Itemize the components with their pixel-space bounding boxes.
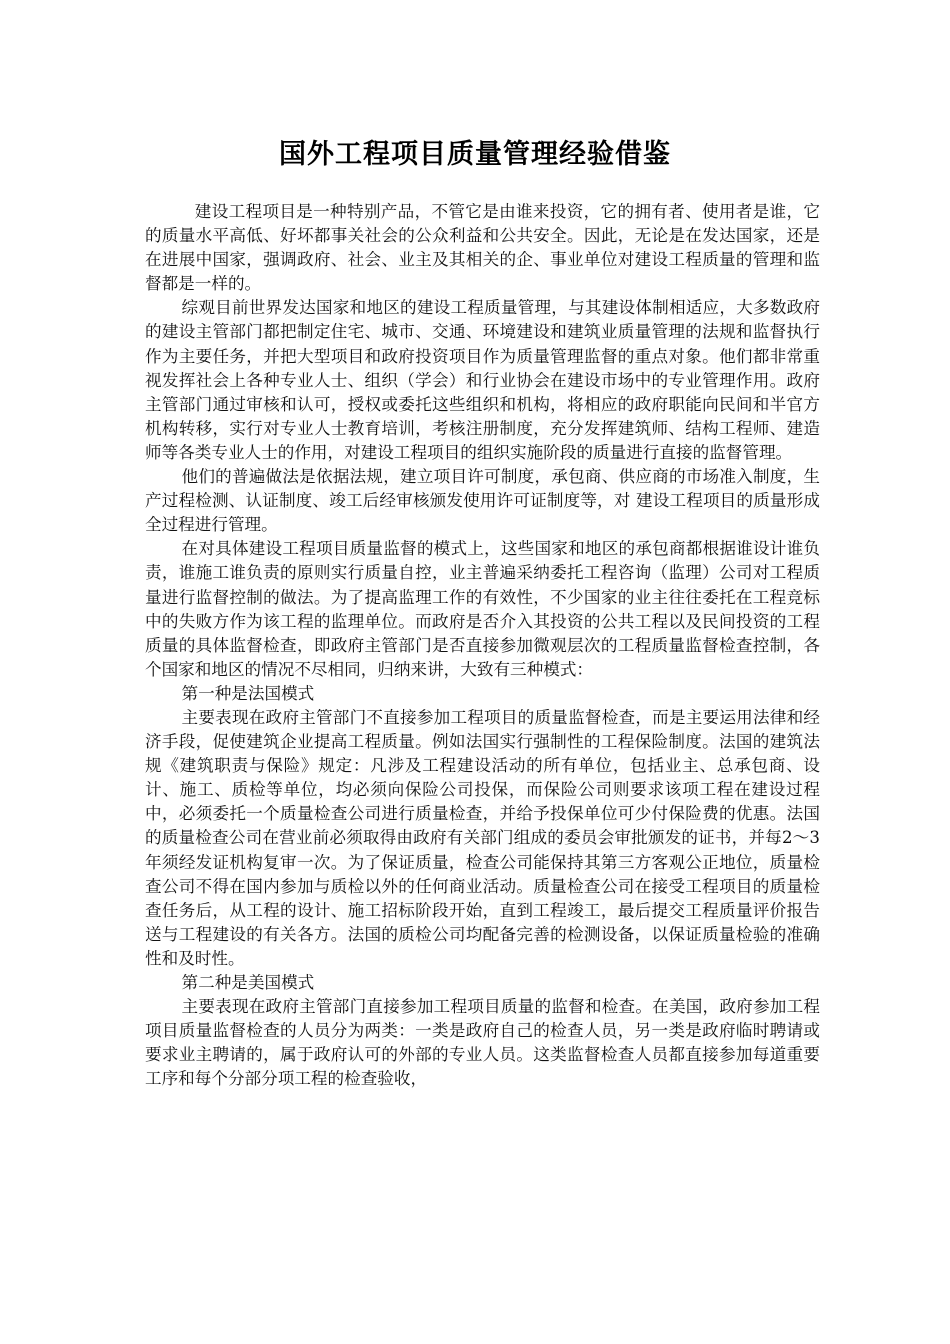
paragraph-intro: 建设工程项目是一种特别产品，不管它是由谁来投资，它的拥有者、使用者是谁，它的质量水平高低、好坏都事关社会的公众利益和公共安全。因此，无论是在发达国家，还是在进展中国家，强调政府、社会、业主及其相关的企、事业单位对建设工程质量的管理和监督都是一样的。 [145,202,820,294]
paragraph-usa-model: 主要表现在政府主管部门直接参加工程项目质量的监督和检查。在美国，政府参加工程项目质量监督检查的人员分为两类：一类是政府自己的检查人员，另一类是政府临时聘请或要求业主聘请的，属于政府认可的外部的专业人员。这类监督检查人员都直接参加每道重要工序和每个分部分项工程的检查验收， [145,997,820,1089]
paragraph-overview: 综观目前世界发达国家和地区的建设工程质量管理，与其建设体制相适应，大多数政府的建设主管部门都把制定住宅、城市、交通、环境建设和建筑业质量管理的法规和监督执行作为主要任务，并把大型项目和政府投资项目作为质量管理监督的重点对象。他们都非常重视发挥社会上各种专业人士、组织（学会）和行业协会在建设市场中的专业管理作用。政府主管部门通过审核和认可，授权或委托这些组织和机构，将相应的政府职能向民间和半官方机构转移，实行对专业人士教育培训，考核注册制度，充分发挥建筑师、结构工程师、建造师等各类专业人士的作用，对建设工程项目的组织实施阶段的质量进行直接的监督管理。 [145,298,820,462]
paragraph-common-practice: 他们的普遍做法是依据法规，建立项目许可制度，承包商、供应商的市场准入制度，生产过程检测、认证制度、竣工后经审核颁发使用许可证制度等，对 建设工程项目的质量形成全过程进行管理。 [145,467,820,535]
document-title: 国外工程项目质量管理经验借鉴 [279,139,671,170]
paragraph-supervision-modes: 在对具体建设工程项目质量监督的模式上，这些国家和地区的承包商都根据谁设计谁负责，谁施工谁负责的原则实行质量自控，业主普遍采纳委托工程咨询（监理）公司对工程质量进行监督控制的做法。为了提高监理工作的有效性，不少国家的业主往往委托在工程竞标中的失败方作为该工程的监理单位。而政府是否介入其投资的公共工程以及民间投资的工程质量的具体监督检查，即政府主管部门是否直接参加微观层次的工程质量监督检查控制，各个国家和地区的情况不尽相同，归纳来讲，大致有三种模式： [145,539,820,679]
section-heading-france: 第一种是法国模式 [181,683,315,703]
paragraph-france-model: 主要表现在政府主管部门不直接参加工程项目的质量监督检查，而是主要运用法律和经济手段，促使建筑企业提高工程质量。例如法国实行强制性的工程保险制度。法国的建筑法规《建筑职责与保险》规定：凡涉及工程建设活动的所有单位，包括业主、总承包商、设计、施工、质检等单位，均必须向保险公司投保，而保险公司则要求该项工程在建设过程中，必须委托一个质量检查公司进行质量检查，并给予投保单位可少付保险费的优惠。法国的质量检查公司在营业前必须取得由政府有关部门组成的委员会审批颁发的证书，并每2～3年须经发证机构复审一次。为了保证质量，检查公司能保持其第三方客观公正地位，质量检查公司不得在国内参加与质检以外的任何商业活动。质量检查公司在接受工程项目的质量检查任务后，从工程的设计、施工招标阶段开始，直到工程竣工，最后提交工程质量评价报告送与工程建设的有关各方。法国的质检公司均配备完善的检测设备，以保证质量检验的准确性和及时性。 [145,707,820,968]
section-heading-usa: 第二种是美国模式 [181,973,315,992]
document-body [145,200,820,1091]
